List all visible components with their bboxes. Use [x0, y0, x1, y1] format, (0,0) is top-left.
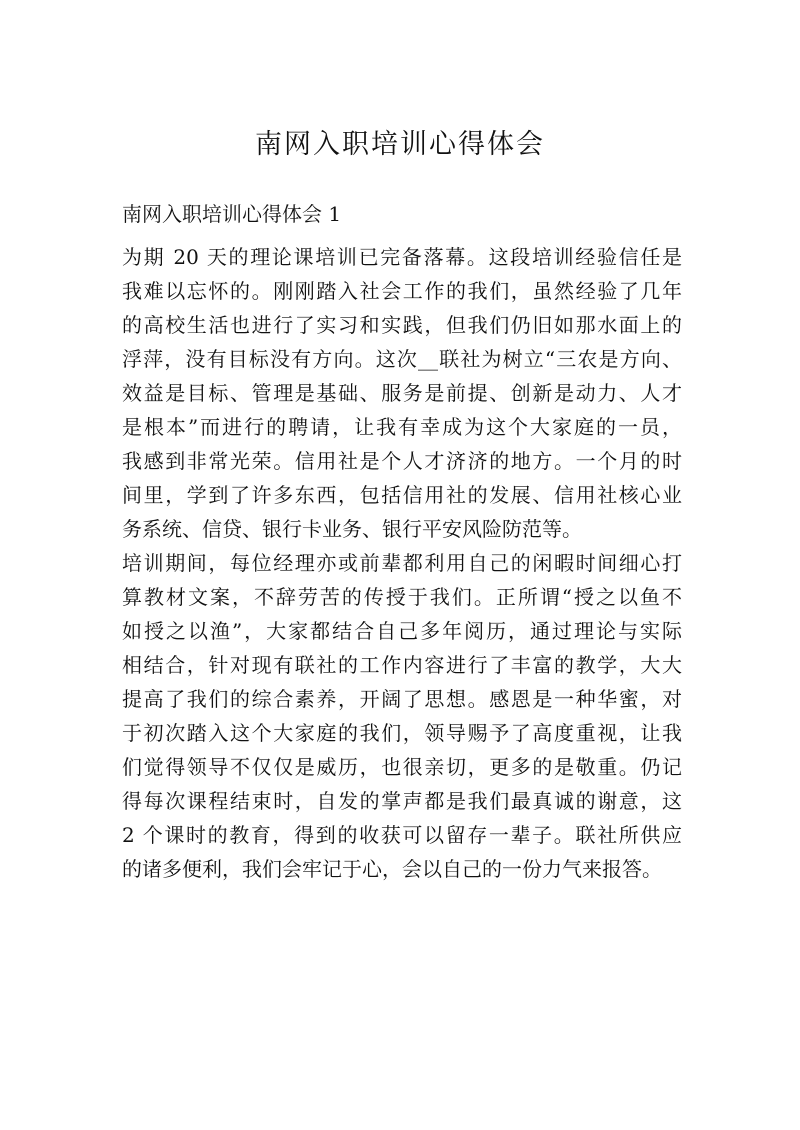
section-heading: 南网入职培训心得体会 1 — [122, 202, 342, 226]
text-line: 培训期间，每位经理亦或前辈都利用自己的闲暇时间细心打 — [122, 551, 682, 575]
text-line: 我难以忘怀的。刚刚踏入社会工作的我们，虽然经验了几年 — [122, 279, 682, 303]
text-line: 如授之以渔”，大家都结合自己多年阅历，通过理论与实际 — [122, 619, 682, 643]
text-line: 的诸多便利，我们会牢记于心，会以自己的一份力气来报答。 — [122, 857, 662, 881]
text-line: 效益是目标、管理是基础、服务是前提、创新是动力、人才 — [122, 381, 682, 405]
text-line: 我感到非常光荣。信用社是个人才济济的地方。一个月的时 — [122, 449, 682, 473]
text-line: 浮萍，没有目标没有方向。这次__联社为树立“三农是方向、 — [122, 347, 682, 371]
paragraph-2 — [122, 546, 682, 886]
paragraph-1 — [122, 240, 682, 546]
text-line: 的高校生活也进行了实习和实践，但我们仍旧如那水面上的 — [122, 313, 682, 337]
text-line: 务系统、信贷、银行卡业务、银行平安风险防范等。 — [122, 517, 582, 541]
document-body — [122, 240, 682, 886]
text-line: 于初次踏入这个大家庭的我们，领导赐予了高度重视，让我 — [122, 721, 682, 745]
text-line: 提高了我们的综合素养，开阔了思想。感恩是一种华蜜，对 — [122, 687, 682, 711]
text-line: 间里，学到了许多东西，包括信用社的发展、信用社核心业 — [122, 483, 682, 507]
text-line: 是根本”而进行的聘请，让我有幸成为这个大家庭的一员， — [122, 415, 682, 439]
text-line: 算教材文案，不辞劳苦的传授于我们。正所谓“授之以鱼不 — [122, 585, 682, 609]
text-line: 2 个课时的教育，得到的收获可以留存一辈子。联社所供应 — [122, 823, 682, 847]
text-line: 为期 20 天的理论课培训已完备落幕。这段培训经验信任是 — [122, 245, 682, 269]
text-line: 得每次课程结束时，自发的掌声都是我们最真诚的谢意，这 — [122, 789, 682, 813]
document-title: 南网入职培训心得体会 — [255, 129, 545, 160]
text-line: 相结合，针对现有联社的工作内容进行了丰富的教学，大大 — [122, 653, 682, 677]
text-line: 们觉得领导不仅仅是威历，也很亲切，更多的是敬重。仍记 — [122, 755, 682, 779]
